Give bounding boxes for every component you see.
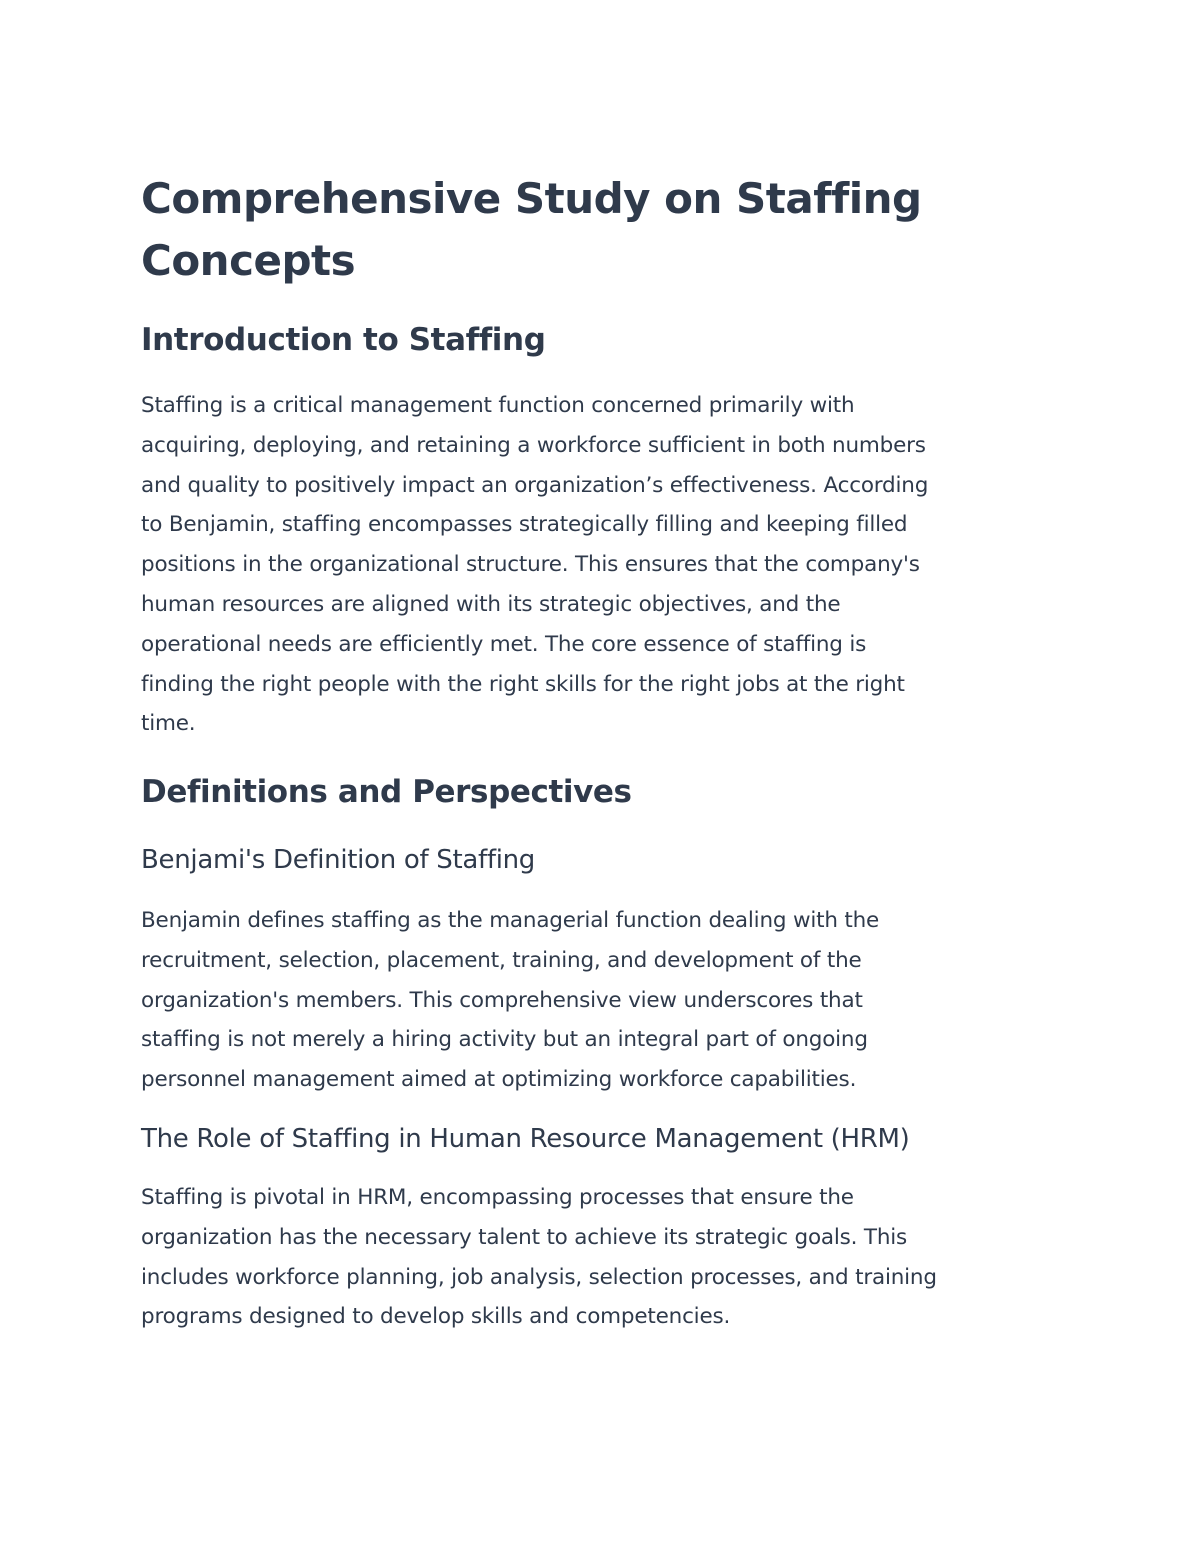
paragraph-line: positions in the organizational structure. This ensures that the company's: [141, 552, 920, 578]
introduction-paragraph: [141, 386, 928, 744]
paragraph-line: and quality to positively impact an organization’s effectiveness. According: [141, 472, 929, 498]
paragraph-line: finding the right people with the right skills for the right jobs at the right: [141, 671, 905, 697]
paragraph-line: organization has the necessary talent to achieve its strategic goals. This: [141, 1224, 908, 1250]
title-line: Concepts: [141, 236, 356, 285]
paragraph-line: includes workforce planning, job analysis, selection processes, and training: [141, 1264, 937, 1290]
document-page: [141, 168, 1061, 1330]
paragraph-line: organization's members. This comprehensive view underscores that: [141, 987, 863, 1013]
paragraph-line: to Benjamin, staffing encompasses strategically filling and keeping filled: [141, 512, 908, 538]
paragraph-line: human resources are aligned with its strategic objectives, and the: [141, 591, 841, 617]
paragraph-line: staffing is not merely a hiring activity but an integral part of ongoing: [141, 1027, 868, 1053]
paragraph-line: acquiring, deploying, and retaining a workforce sufficient in both numbers: [141, 432, 926, 458]
paragraph-line: Staffing is pivotal in HRM, encompassing processes that ensure the: [141, 1185, 854, 1210]
paragraph-line: programs designed to develop skills and competencies.: [141, 1304, 731, 1330]
paragraph-line: personnel management aimed at optimizing workforce capabilities.: [141, 1067, 857, 1093]
title-line: Comprehensive Study on Staffing: [141, 174, 922, 223]
paragraph-line: recruitment, selection, placement, training, and development of the: [141, 947, 862, 973]
section-heading-definitions: Definitions and Perspectives: [141, 774, 632, 810]
paragraph-line: Staffing is a critical management function concerned primarily with: [141, 393, 855, 418]
paragraph-line: time.: [141, 711, 196, 737]
paragraph-line: operational needs are efficiently met. The core essence of staffing is: [141, 631, 867, 657]
subsection-heading-hrm-role: The Role of Staffing in Human Resource Management (HRM): [141, 1124, 910, 1154]
section-heading-introduction: Introduction to Staffing: [141, 322, 546, 358]
document-title: [141, 168, 1061, 292]
paragraph-line: Benjamin defines staffing as the managerial function dealing with the: [141, 908, 880, 933]
benjamin-definition-paragraph: [141, 901, 879, 1100]
hrm-role-paragraph: [141, 1178, 937, 1337]
subsection-heading-benjamin-definition: Benjami's Definition of Staffing: [141, 845, 536, 875]
